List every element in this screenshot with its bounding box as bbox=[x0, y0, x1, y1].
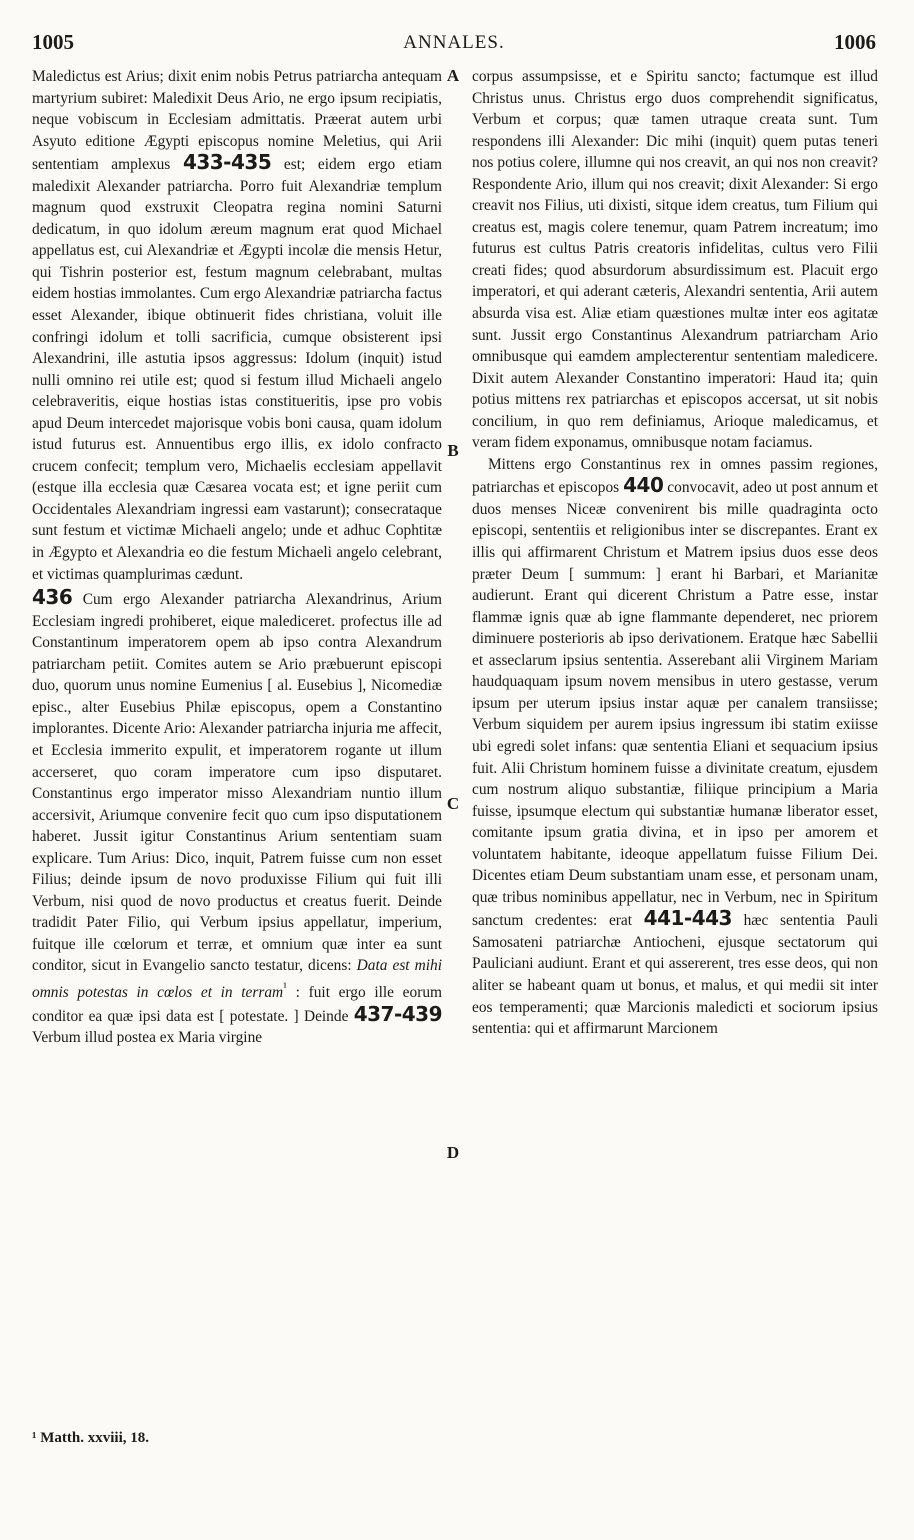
paragraph-arius-meletius bbox=[32, 66, 442, 585]
page-number-left: 1005 bbox=[32, 30, 74, 54]
marginal-reference: 437-439 bbox=[353, 1001, 442, 1026]
paragraph-alexander-arius bbox=[32, 587, 442, 1049]
text-run: Verbum illud postea ex Maria virgine bbox=[32, 1029, 263, 1047]
text-run: est; eidem ergo etiam maledixit Alexander patriarcha. Porro fuit Alexandriæ templum magnum quod exstruxit Cleopatra regina nomini Saturni dedicatum, in quo idolum æreum magnum erat quod Michael appellatus est, cui Alexandriæ et Ægypti incolæ die mensis Hetur, qui Tishrin posterior est, festum magnum celebrabant, multas eidem hostias immolantes. Cum ergo Alexandriæ patriarcha factus esset Alexander, ibique obtinuerit fides christiana, voluit ille confringi idolum et tolli sacrificia, cumque obsisterent ipsi Alexandrini, ille astutia ipsos aggressus: Idolum (inquit) istud nulli omnino rei utile est; quod si festum illud Michaeli angelo celebraveritis, eique hostias istas constitueritis, ipse pro vobis apud Deum intercedet majorisque vobis boni causa, quam idolum istud futurus est. Annuentibus ergo illis, ex idolo confracto crucem confecit; templum vero, Michaelis ecclesiam appellavit (estque illa ecclesia quæ Cæsarea vocata est; et igne periit cum Occidentales Alexandriam ingressi eam vastarunt); consecrataque sunt festum et victimæ Michaeli angelo; unde et adhuc Cophtitæ in Ægypto et Alexandria eo die festum Michaeli angelo celebrant, et victimas quamplurimas cædunt. bbox=[32, 156, 442, 583]
text-run: Cum ergo Alexander patriarcha Alexandrinus, Arium Ecclesiam ingredi prohiberet, eique malediceret. profectus ille ad Constantinum imperatorem opem ab ipso contra Alexandrum patriarcham petiit. Comites autem se Ario præbuerunt episcopi duo, quorum unus nomine Eumenius [ al. Eusebius ], Nicomediæ episc., alter Eusebius Philæ episcopus, opem a Constantino implorantes. Dicente Ario: Alexander patriarcha injuria me affecit, et Ecclesia immerito expulit, et imperatorem rogante ut illum accerseret, quo coram imperatore cum ipso disputaret. Constantinus ergo imperator misso Alexandriam nuntio illum accersivit, Ariumque convenire fecit quo cum ipso disputationem haberet. Jussit igitur Constantinus Arium sententiam suam explicare. Tum Arius: Dico, inquit, Patrem fuisse cum non esset Filius; deinde ipsum de novo produxisse Filium qui fuit illi Verbum, nisi quod de novo productus et creatus fuerit. Deinde tradidit Pater Filio, qui Verbum ipsius appellatur, imperium, fuitque ille cœlorum et terræ, et omnium quæ inter ea sunt conditor, sicut in Evangelio sancto testatur, dicens: bbox=[32, 591, 442, 975]
footnote-marker: ¹ bbox=[283, 979, 288, 994]
text-run: Mittens ergo Constantinus rex in omnes passim regiones, patriarchas et episcopos bbox=[472, 455, 878, 497]
text-run: corpus assumpsisse, et e Spiritu sancto; factumque est illud Christus unus. Christus ergo duos comprehendit significatus, Verbum et corpus; quæ tamen utraque creata sunt. Tum respondens illi Alexander: Dic mihi (inquit) quem putas teneri nos potius colere, illumne qui nos creavit, an qui nos non creavit? Respondente Ario, illum qui nos creavit; dixit Alexander: Si ergo creavit nos Filius, uti dixisti, sitque idem creatus, tum Filium qui creatus est, magis colere tenemur, quam Patrem increatum; imo futurus est cultus Patris creatoris infidelitas, cultus vero Filii creati fides; quod absurdorum absurdissimum est. Placuit ergo imperatori, et qui aderant cæteris, Alexandri sententia, Arii autem absurda visa est. Aliæ etiam quæstiones multæ inter eos agitatæ sunt. Jussit ergo Constantinus Alexandrum patriarcham Ario omnibusque qui eamdem amplecterentur sententiam maledicere. Dixit autem Alexander Constantino imperatori: Haud ita; quin potius mittens rex patriarchas et episcopos accersat, ut sit nobis concilium, in quo rem definiamus, Arioque maledicamus, et veram fidem exponamus, omnibusque notam faciamus. bbox=[472, 68, 878, 452]
page-header bbox=[32, 30, 876, 64]
footnote-text: Matth. xxviii, 18. bbox=[40, 1430, 149, 1446]
marginal-reference: 441-443 bbox=[643, 906, 732, 931]
paragraph-council-nicaea bbox=[472, 454, 878, 1040]
page-number-right: 1006 bbox=[834, 30, 876, 54]
footnote bbox=[32, 1430, 149, 1447]
margin-letter-a: A bbox=[446, 66, 460, 85]
right-column bbox=[472, 66, 878, 1040]
marginal-reference: 436 bbox=[32, 585, 73, 610]
marginal-reference: 433-435 bbox=[182, 150, 272, 175]
text-run: Maledictus est Arius; dixit enim nobis Petrus patriarcha antequam martyrium subiret: Maledixit Deus Ario, ne ergo ipsum recipiatis, neque vobiscum in Ecclesiam admittatis. Præerat autem urbi Asyuto editione Ægypti episcopus nomine Meletius, qui Arii sententiam amplexus bbox=[32, 68, 442, 174]
text-run: hæc sententia Pauli Samosateni patriarchæ Antiocheni, ejusque sectatorum qui Pauliciani audiunt. Erant et qui assererent, tres esse deos, qui non aliter se habeant quam ut bonus, et malus, et qui medii sit inter eos temperamenti; quæ Marcionis maledicti et sociorum ipsius sententia: qui et affirmarunt Marcionem bbox=[472, 912, 878, 1038]
text-run: : fuit ergo ille eorum conditor ea quæ ipsi data est [ potestate. ] Deinde bbox=[32, 984, 442, 1025]
margin-letter-c: C bbox=[446, 794, 460, 813]
left-column bbox=[32, 66, 442, 1049]
footnote-mark: ¹ bbox=[32, 1430, 37, 1446]
margin-letter-d: D bbox=[446, 1143, 460, 1162]
scripture-quote: Data est mihi omnis potestas in cœlos et in terram bbox=[32, 957, 442, 1002]
paragraph-disputation bbox=[472, 66, 878, 454]
margin-letter-b: B bbox=[447, 441, 459, 460]
text-run: convocavit, adeo ut post annum et duos menses Niceæ convenirent bis mille quadraginta octo episcopi, sententiis et religionibus inter se discrepantes. Erant ex illis qui affirmarent Christum et Matrem ipsius duos esse deos præter Deum [ summum: ] erant hi Barbari, et Marianitæ audierunt. Erant qui dicerent Christum a Patre esse, instar flammæ ignis quæ ab igne flammante dependeret, nec priorem diminuere posterioris ab ipso derivationem. Eratque hæc Sabellii et asseclarum ipsius sententia. Asserebant alii Virginem Mariam haudquaquam ipsum novem mensibus in utero gestasse, verum ipsum per uterum ipsius instar aquæ per canalem transiisse; Verbum siquidem per aurem ipsius ingressum ibi statim exiisse ubi egredi solet infans: quæ sententia Eliani et sequacium ipsius fuit. Alii Christum hominem fuisse a divinitate creatum, ejusdem cum nostrum aliquo substantiæ, filiique principium a Maria fuisse, ipsumque electum qui substantiæ humanæ liberator esset, comitante ipsum gratia divina, et in ipso per amorem et voluntatem habitante, ideoque appellatum fuisse Filium Dei. Dicentes etiam Deum substantiam unam esse, et personam unam, quæ tribus nominibus appellatur, nec in Verbum, nec in Spiritum sanctum credentes: erat bbox=[472, 479, 878, 930]
marginal-reference: 440 bbox=[623, 473, 664, 498]
running-title: ANNALES. bbox=[403, 32, 505, 53]
